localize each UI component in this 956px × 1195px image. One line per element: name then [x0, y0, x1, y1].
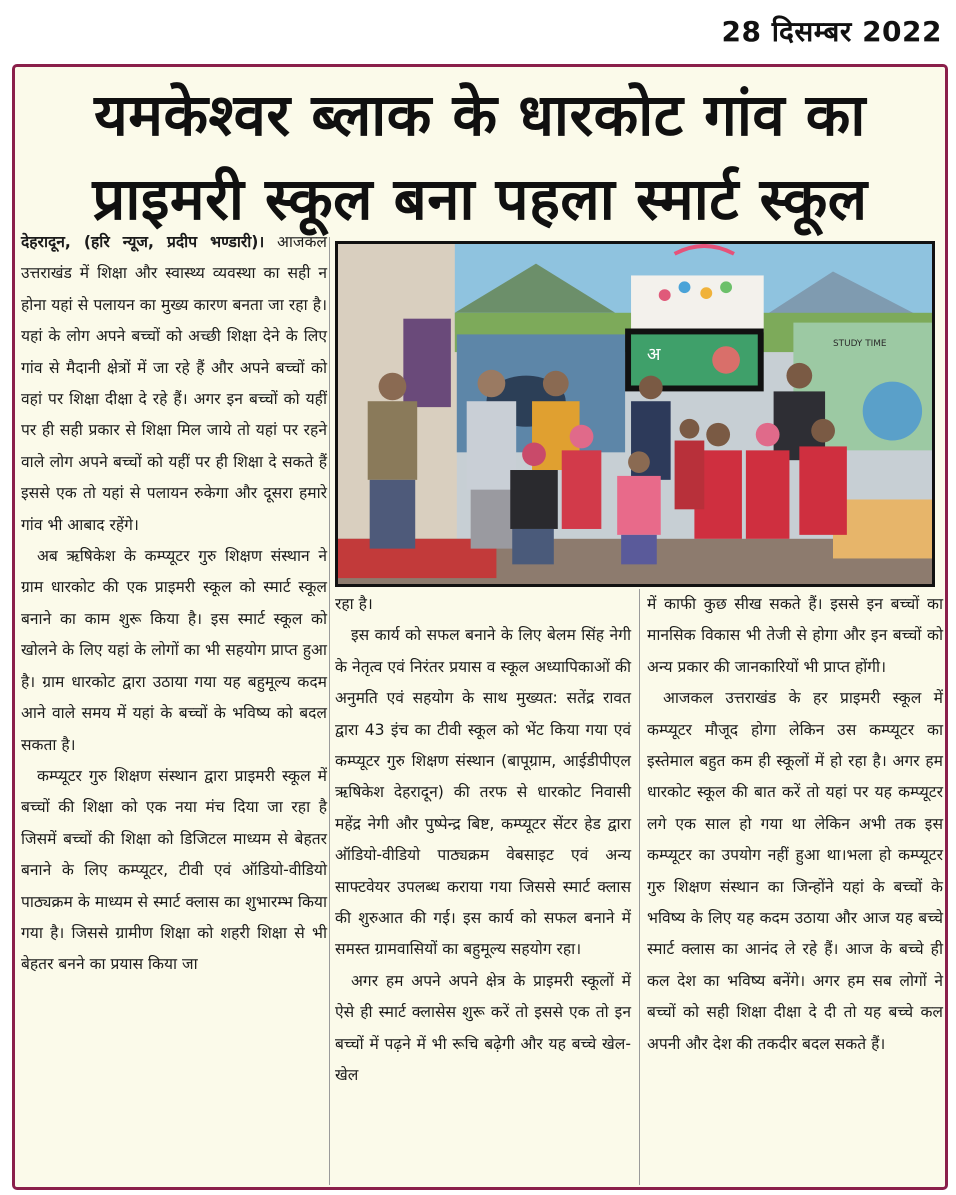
headline	[21, 73, 939, 241]
paragraph: अगर हम अपने अपने क्षेत्र के प्राइमरी स्कूलों में ऐसे ही स्मार्ट क्लासेस शुरू करें तो इससे एक तो इन बच्चों में पढ़ने में भी रूचि बढ़ेगी और यह बच्चे खेल-खेल	[335, 971, 631, 1085]
svg-text:STUDY TIME: STUDY TIME	[833, 339, 887, 350]
publication-date: 28 दिसम्बर 2022	[721, 15, 942, 48]
svg-text:अ: अ	[646, 345, 661, 365]
column-divider	[329, 237, 330, 1185]
paragraph: आजकल उत्तराखंड के हर प्राइमरी स्कूल में कम्प्यूटर मौजूद होगा लेकिन उस कम्प्यूटर का इस्तेमाल बहुत कम ही स्कूलों में हो रहा है। अगर हम धारकोट स्कूल की बात करें तो यहां पर यह कम्प्यूटर लगे एक साल हो गया था लेकिन अभी तक इस कम्प्यूटर का उपयोग नहीं हुआ था।भला हो कम्प्यूटर गुरु शिक्षण संस्थान का जिन्होंने यहां के बच्चों के भविष्य के लिए यह कदम उठाया और आज यह बच्चे स्मार्ट क्लास का आनंद ले रहे हैं। आज के बच्चे ही कल देश का भविष्य बनेंगे। अगर हम सब लोगों ने बच्चों को सही शिक्षा दीक्षा दे दी तो यह बच्चे कल अपनी और देश की तकदीर बदल सकते हैं।	[647, 689, 943, 1053]
classroom-photo	[338, 244, 932, 584]
headline-line-1: यमकेश्वर ब्लाक के धारकोट गांव का	[94, 81, 866, 149]
article-column-1	[21, 227, 327, 981]
dateline: देहरादून, (हरि न्यूज, प्रदीप भण्डारी)।	[21, 233, 265, 251]
article-column-2	[335, 589, 631, 1092]
paragraph: कम्प्यूटर गुरु शिक्षण संस्थान द्वारा प्राइमरी स्कूल में बच्चों की शिक्षा को एक नया मंच दिया जा रहा है जिसमें बच्चों की शिक्षा को डिजिटल माध्यम से बेहतर बनाने के लिए कम्प्यूटर, टीवी एवं ऑडियो-वीडियो पाठ्यक्रम के माध्यम से स्मार्ट क्लास का शुभारम्भ किया गया है। जिससे ग्रामीण शिक्षा को शहरी शिक्षा से भी बेहतर बनने का प्रयास किया जा	[21, 766, 327, 974]
paragraph: रहा है।	[335, 595, 373, 613]
paragraph: आजकल उत्तराखंड में शिक्षा और स्वास्थ्य व्यवस्था का सही न होना यहां से पलायन का मुख्य कारण बनता जा रहा है। यहां के लोग अपने बच्चों को अच्छी शिक्षा देने के लिए गांव से मैदानी क्षेत्रों में जा रहे हैं और अपने बच्चों को वहां पर शिक्षा दीक्षा दे रहे हैं। अगर इन बच्चों को यहीं पर ही सही प्रकार से शिक्षा मिल जाये तो यहां पर रहने वाले लोग अपने बच्चों को यहीं पर ही शिक्षा दे सकते हैं इससे एक तो यहां से पलायन रुकेगा और दूसरा हमारे गांव भी आबाद रहेंगे।	[21, 233, 327, 534]
paragraph: में काफी कुछ सीख सकते हैं। इससे इन बच्चों का मानसिक विकास भी तेजी से होगा और इन बच्चों को अन्य प्रकार की जानकारियों भी प्राप्त होंगी।	[647, 595, 943, 676]
newspaper-clipping	[12, 64, 948, 1190]
column-divider	[639, 589, 640, 1185]
paragraph: इस कार्य को सफल बनाने के लिए बेलम सिंह नेगी के नेतृत्व एवं निरंतर प्रयास व स्कूल अध्यापिकाओं की अनुमति एवं सहयोग के साथ मुख्यत: सतेंद्र रावत द्वारा 43 इंच का टीवी स्कूल को भेंट किया गया एवं कम्प्यूटर गुरु शिक्षण संस्थान (बापूग्राम, आईडीपीएल ऋषिकेश देहरादून) की तरफ से धारकोट निवासी महेंद्र नेगी और पुष्पेन्द्र बिष्ट, कम्प्यूटर सेंटर हेड द्वारा ऑडियो-वीडियो पाठ्यक्रम वेबसाइट एवं अन्य साफ्टवेयर उपलब्ध कराया गया जिससे स्मार्ट क्लास की शुरुआत की गई। इस कार्य को सफल बनाने में समस्त ग्रामवासियों का बहुमूल्य सहयोग रहा।	[335, 626, 631, 959]
paragraph: अब ऋषिकेश के कम्प्यूटर गुरु शिक्षण संस्थान ने ग्राम धारकोट की एक प्राइमरी स्कूल को स्मार्ट स्कूल बनाने का काम शुरू किया है। इस स्मार्ट स्कूल को खोलने के लिए यहां के लोगों का भी सहयोग प्राप्त हुआ है। ग्राम धारकोट द्वारा उठाया गया यह बहुमूल्य कदम आने वाले समय में यहां के बच्चों के भविष्य को बदल सकता है।	[21, 547, 327, 754]
headline-line-2: प्राइमरी स्कूल बना पहला स्मार्ट स्कूल	[92, 165, 868, 233]
article-column-3	[647, 589, 943, 1060]
news-photo	[335, 241, 935, 587]
